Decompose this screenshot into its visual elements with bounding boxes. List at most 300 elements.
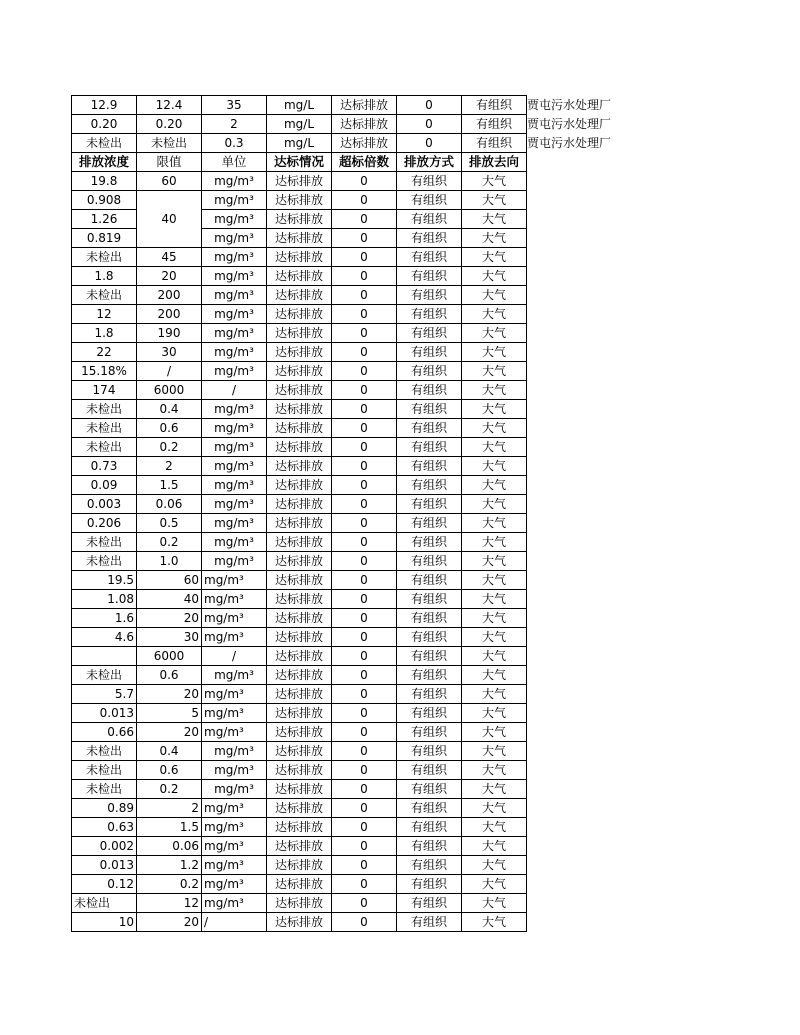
- data-cell[interactable]: 45: [137, 248, 202, 267]
- data-cell[interactable]: /: [202, 913, 267, 932]
- data-cell[interactable]: 0: [332, 818, 397, 837]
- data-cell[interactable]: mg/m³: [202, 761, 267, 780]
- data-cell[interactable]: 4.6: [72, 628, 137, 647]
- column-header[interactable]: 排放方式: [397, 153, 462, 172]
- data-cell[interactable]: 0.2: [137, 533, 202, 552]
- data-cell[interactable]: 0.6: [137, 761, 202, 780]
- data-cell[interactable]: 达标排放: [267, 723, 332, 742]
- data-cell[interactable]: 大气: [462, 647, 527, 666]
- data-cell[interactable]: 0: [332, 799, 397, 818]
- data-cell[interactable]: 0.63: [72, 818, 137, 837]
- data-cell[interactable]: 达标排放: [267, 875, 332, 894]
- data-cell[interactable]: mg/m³: [202, 856, 267, 875]
- data-cell[interactable]: 未检出: [72, 742, 137, 761]
- data-cell[interactable]: 0: [332, 894, 397, 913]
- data-cell[interactable]: mg/m³: [202, 799, 267, 818]
- data-cell[interactable]: 0: [332, 837, 397, 856]
- data-cell[interactable]: 大气: [462, 742, 527, 761]
- data-cell[interactable]: 0.20: [137, 115, 202, 134]
- data-cell[interactable]: 0: [332, 685, 397, 704]
- data-cell[interactable]: 未检出: [72, 780, 137, 799]
- data-cell[interactable]: [137, 191, 202, 210]
- data-cell[interactable]: 19.5: [72, 571, 137, 590]
- data-cell[interactable]: 0: [332, 742, 397, 761]
- data-cell[interactable]: 有组织: [397, 400, 462, 419]
- data-cell[interactable]: 有组织: [397, 324, 462, 343]
- data-cell[interactable]: mg/m³: [202, 476, 267, 495]
- data-cell[interactable]: 大气: [462, 400, 527, 419]
- data-cell[interactable]: 未检出: [72, 134, 137, 153]
- data-cell[interactable]: 大气: [462, 381, 527, 400]
- data-cell[interactable]: 0.06: [137, 495, 202, 514]
- data-cell[interactable]: 1.5: [137, 476, 202, 495]
- data-cell[interactable]: 达标排放: [267, 571, 332, 590]
- data-cell[interactable]: 有组织: [397, 913, 462, 932]
- data-cell[interactable]: 有组织: [397, 191, 462, 210]
- data-cell[interactable]: 未检出: [72, 894, 137, 913]
- data-cell[interactable]: 大气: [462, 457, 527, 476]
- data-cell[interactable]: 大气: [462, 343, 527, 362]
- data-cell[interactable]: 20: [137, 267, 202, 286]
- data-cell[interactable]: mg/m³: [202, 172, 267, 191]
- data-cell[interactable]: 6000: [137, 647, 202, 666]
- data-cell[interactable]: mg/m³: [202, 894, 267, 913]
- data-cell[interactable]: 有组织: [397, 818, 462, 837]
- data-cell[interactable]: mg/m³: [202, 305, 267, 324]
- data-cell[interactable]: 达标排放: [267, 856, 332, 875]
- data-cell[interactable]: 0: [332, 267, 397, 286]
- data-cell[interactable]: 0.4: [137, 400, 202, 419]
- data-cell[interactable]: 190: [137, 324, 202, 343]
- column-header[interactable]: 限值: [137, 153, 202, 172]
- data-cell[interactable]: 有组织: [397, 780, 462, 799]
- data-cell[interactable]: 未检出: [72, 400, 137, 419]
- data-cell[interactable]: 0: [332, 305, 397, 324]
- data-cell[interactable]: 达标排放: [267, 609, 332, 628]
- data-cell[interactable]: 0: [332, 457, 397, 476]
- data-cell[interactable]: mg/m³: [202, 723, 267, 742]
- data-cell[interactable]: 有组织: [397, 267, 462, 286]
- data-cell[interactable]: 达标排放: [267, 476, 332, 495]
- data-cell[interactable]: 0.20: [72, 115, 137, 134]
- data-cell[interactable]: [137, 229, 202, 248]
- data-cell[interactable]: /: [137, 362, 202, 381]
- data-cell[interactable]: 达标排放: [267, 590, 332, 609]
- data-cell[interactable]: mg/m³: [202, 210, 267, 229]
- data-cell[interactable]: 达标排放: [267, 552, 332, 571]
- data-cell[interactable]: 1.2: [137, 856, 202, 875]
- data-cell[interactable]: 0.819: [72, 229, 137, 248]
- data-cell[interactable]: mg/m³: [202, 666, 267, 685]
- data-cell[interactable]: 35: [202, 96, 267, 115]
- data-cell[interactable]: 达标排放: [267, 191, 332, 210]
- data-cell[interactable]: 200: [137, 305, 202, 324]
- data-cell[interactable]: 0: [332, 495, 397, 514]
- data-cell[interactable]: 有组织: [397, 552, 462, 571]
- data-cell[interactable]: 有组织: [397, 305, 462, 324]
- column-header[interactable]: 达标情况: [267, 153, 332, 172]
- data-cell[interactable]: 0.3: [202, 134, 267, 153]
- data-cell[interactable]: 0.206: [72, 514, 137, 533]
- data-cell[interactable]: 0.6: [137, 666, 202, 685]
- data-cell[interactable]: 0.6: [137, 419, 202, 438]
- data-cell[interactable]: 有组织: [397, 457, 462, 476]
- data-cell[interactable]: 0.013: [72, 856, 137, 875]
- data-cell[interactable]: 有组织: [397, 704, 462, 723]
- data-cell[interactable]: 大气: [462, 875, 527, 894]
- data-cell[interactable]: 大气: [462, 210, 527, 229]
- data-cell[interactable]: 大气: [462, 552, 527, 571]
- data-cell[interactable]: 大气: [462, 533, 527, 552]
- data-cell[interactable]: 达标排放: [267, 514, 332, 533]
- data-cell[interactable]: 未检出: [72, 248, 137, 267]
- data-cell[interactable]: 大气: [462, 248, 527, 267]
- data-cell[interactable]: 有组织: [397, 799, 462, 818]
- data-cell[interactable]: 达标排放: [267, 533, 332, 552]
- data-cell[interactable]: 达标排放: [267, 438, 332, 457]
- data-cell[interactable]: 大气: [462, 438, 527, 457]
- data-cell[interactable]: 1.26: [72, 210, 137, 229]
- data-cell[interactable]: 未检出: [72, 533, 137, 552]
- data-cell[interactable]: 有组织: [397, 761, 462, 780]
- data-cell[interactable]: 0: [332, 628, 397, 647]
- destination-cell[interactable]: 贾屯污水处理厂: [527, 98, 612, 112]
- data-cell[interactable]: 有组织: [462, 115, 527, 134]
- data-cell[interactable]: 0: [332, 552, 397, 571]
- data-cell[interactable]: 有组织: [397, 419, 462, 438]
- data-cell[interactable]: 大气: [462, 286, 527, 305]
- data-cell[interactable]: 大气: [462, 856, 527, 875]
- data-cell[interactable]: 0: [332, 191, 397, 210]
- data-cell[interactable]: 达标排放: [267, 742, 332, 761]
- data-cell[interactable]: 有组织: [397, 856, 462, 875]
- data-cell[interactable]: 60: [137, 571, 202, 590]
- data-cell[interactable]: 0: [332, 400, 397, 419]
- data-cell[interactable]: 达标排放: [332, 115, 397, 134]
- data-cell[interactable]: 0: [332, 362, 397, 381]
- data-cell[interactable]: mg/m³: [202, 590, 267, 609]
- data-cell[interactable]: 1.0: [137, 552, 202, 571]
- data-cell[interactable]: 未检出: [72, 761, 137, 780]
- data-cell[interactable]: 有组织: [397, 723, 462, 742]
- data-cell[interactable]: 0.2: [137, 780, 202, 799]
- data-cell[interactable]: mg/m³: [202, 875, 267, 894]
- data-cell[interactable]: 2: [202, 115, 267, 134]
- data-cell[interactable]: 174: [72, 381, 137, 400]
- data-cell[interactable]: 有组织: [397, 438, 462, 457]
- data-cell[interactable]: mg/m³: [202, 343, 267, 362]
- data-cell[interactable]: mg/m³: [202, 571, 267, 590]
- data-cell[interactable]: 15.18%: [72, 362, 137, 381]
- data-cell[interactable]: 有组织: [397, 875, 462, 894]
- data-cell[interactable]: 0.2: [137, 875, 202, 894]
- data-cell[interactable]: mg/L: [267, 96, 332, 115]
- data-cell[interactable]: 0: [332, 476, 397, 495]
- data-cell[interactable]: 5.7: [72, 685, 137, 704]
- data-cell[interactable]: 有组织: [397, 248, 462, 267]
- data-cell[interactable]: 0: [332, 419, 397, 438]
- data-cell[interactable]: mg/m³: [202, 191, 267, 210]
- data-cell[interactable]: 大气: [462, 172, 527, 191]
- data-cell[interactable]: 大气: [462, 894, 527, 913]
- data-cell[interactable]: 0.66: [72, 723, 137, 742]
- data-cell[interactable]: 未检出: [72, 286, 137, 305]
- data-cell[interactable]: 0.013: [72, 704, 137, 723]
- data-cell[interactable]: mg/m³: [202, 628, 267, 647]
- data-cell[interactable]: 达标排放: [267, 172, 332, 191]
- data-cell[interactable]: 大气: [462, 267, 527, 286]
- data-cell[interactable]: 0: [332, 875, 397, 894]
- data-cell[interactable]: 大气: [462, 837, 527, 856]
- data-cell[interactable]: 大气: [462, 704, 527, 723]
- data-cell[interactable]: 有组织: [397, 628, 462, 647]
- data-cell[interactable]: 0.2: [137, 438, 202, 457]
- data-cell[interactable]: 12.9: [72, 96, 137, 115]
- data-cell[interactable]: 达标排放: [267, 286, 332, 305]
- data-cell[interactable]: mg/m³: [202, 837, 267, 856]
- data-cell[interactable]: 大气: [462, 913, 527, 932]
- data-cell[interactable]: [72, 647, 137, 666]
- data-cell[interactable]: 有组织: [397, 210, 462, 229]
- data-cell[interactable]: 大气: [462, 666, 527, 685]
- data-cell[interactable]: 达标排放: [267, 799, 332, 818]
- data-cell[interactable]: 大气: [462, 609, 527, 628]
- data-cell[interactable]: 大气: [462, 362, 527, 381]
- data-cell[interactable]: mg/m³: [202, 457, 267, 476]
- data-cell[interactable]: 有组织: [397, 229, 462, 248]
- data-cell[interactable]: mg/m³: [202, 514, 267, 533]
- data-cell[interactable]: 20: [137, 723, 202, 742]
- data-cell[interactable]: 0: [332, 514, 397, 533]
- data-cell[interactable]: 未检出: [72, 438, 137, 457]
- data-cell[interactable]: 达标排放: [267, 419, 332, 438]
- data-cell[interactable]: mg/m³: [202, 248, 267, 267]
- data-cell[interactable]: 达标排放: [267, 457, 332, 476]
- data-cell[interactable]: 大气: [462, 761, 527, 780]
- data-cell[interactable]: 0: [332, 780, 397, 799]
- data-cell[interactable]: 0: [332, 590, 397, 609]
- data-cell[interactable]: 1.6: [72, 609, 137, 628]
- data-cell[interactable]: 达标排放: [267, 400, 332, 419]
- data-cell[interactable]: mg/m³: [202, 742, 267, 761]
- data-cell[interactable]: 大气: [462, 476, 527, 495]
- data-cell[interactable]: 0: [397, 134, 462, 153]
- data-cell[interactable]: 大气: [462, 305, 527, 324]
- data-cell[interactable]: 0.4: [137, 742, 202, 761]
- data-cell[interactable]: 0: [332, 856, 397, 875]
- column-header[interactable]: 超标倍数: [332, 153, 397, 172]
- data-cell[interactable]: mg/m³: [202, 438, 267, 457]
- data-cell[interactable]: 60: [137, 172, 202, 191]
- data-cell[interactable]: mg/L: [267, 115, 332, 134]
- data-cell[interactable]: 0: [332, 210, 397, 229]
- data-cell[interactable]: mg/m³: [202, 362, 267, 381]
- data-cell[interactable]: 达标排放: [267, 305, 332, 324]
- data-cell[interactable]: 1.5: [137, 818, 202, 837]
- data-cell[interactable]: 1.8: [72, 267, 137, 286]
- data-cell[interactable]: /: [202, 647, 267, 666]
- data-cell[interactable]: mg/L: [267, 134, 332, 153]
- data-cell[interactable]: 达标排放: [267, 647, 332, 666]
- data-cell[interactable]: 0.73: [72, 457, 137, 476]
- data-cell[interactable]: 达标排放: [267, 381, 332, 400]
- data-cell[interactable]: mg/m³: [202, 533, 267, 552]
- data-cell[interactable]: mg/m³: [202, 552, 267, 571]
- data-cell[interactable]: 0: [332, 761, 397, 780]
- data-cell[interactable]: 有组织: [397, 685, 462, 704]
- data-cell[interactable]: 22: [72, 343, 137, 362]
- data-cell[interactable]: mg/m³: [202, 685, 267, 704]
- data-cell[interactable]: mg/m³: [202, 267, 267, 286]
- data-cell[interactable]: 有组织: [397, 571, 462, 590]
- data-cell[interactable]: 有组织: [397, 514, 462, 533]
- data-cell[interactable]: 10: [72, 913, 137, 932]
- column-header[interactable]: 排放去向: [462, 153, 527, 172]
- data-cell[interactable]: 1.08: [72, 590, 137, 609]
- data-cell[interactable]: 大气: [462, 723, 527, 742]
- data-cell[interactable]: 0: [332, 609, 397, 628]
- data-cell[interactable]: /: [202, 381, 267, 400]
- data-cell[interactable]: 200: [137, 286, 202, 305]
- data-cell[interactable]: 20: [137, 685, 202, 704]
- data-cell[interactable]: 0: [332, 704, 397, 723]
- column-header[interactable]: 单位: [202, 153, 267, 172]
- data-cell[interactable]: 30: [137, 628, 202, 647]
- data-cell[interactable]: 2: [137, 457, 202, 476]
- data-cell[interactable]: 2: [137, 799, 202, 818]
- data-cell[interactable]: 20: [137, 913, 202, 932]
- destination-cell[interactable]: 贾屯污水处理厂: [527, 136, 612, 150]
- data-cell[interactable]: 达标排放: [267, 894, 332, 913]
- data-cell[interactable]: 未检出: [72, 552, 137, 571]
- data-cell[interactable]: 0.003: [72, 495, 137, 514]
- data-cell[interactable]: 达标排放: [267, 761, 332, 780]
- data-cell[interactable]: 大气: [462, 571, 527, 590]
- data-cell[interactable]: 大气: [462, 628, 527, 647]
- data-cell[interactable]: mg/m³: [202, 286, 267, 305]
- data-cell[interactable]: 有组织: [397, 476, 462, 495]
- data-cell[interactable]: 大气: [462, 419, 527, 438]
- data-cell[interactable]: 大气: [462, 590, 527, 609]
- data-cell[interactable]: 0: [332, 533, 397, 552]
- data-cell[interactable]: 大气: [462, 799, 527, 818]
- data-cell[interactable]: 达标排放: [267, 704, 332, 723]
- data-cell[interactable]: 有组织: [397, 362, 462, 381]
- data-cell[interactable]: 0: [332, 571, 397, 590]
- data-cell[interactable]: 0: [332, 666, 397, 685]
- data-cell[interactable]: 未检出: [72, 666, 137, 685]
- data-cell[interactable]: 20: [137, 609, 202, 628]
- data-cell[interactable]: 12: [72, 305, 137, 324]
- data-cell[interactable]: 达标排放: [267, 666, 332, 685]
- data-cell[interactable]: 有组织: [462, 96, 527, 115]
- data-cell[interactable]: mg/m³: [202, 419, 267, 438]
- data-cell[interactable]: 0: [332, 723, 397, 742]
- data-cell[interactable]: 达标排放: [267, 248, 332, 267]
- data-cell[interactable]: 大气: [462, 191, 527, 210]
- data-cell[interactable]: mg/m³: [202, 609, 267, 628]
- data-cell[interactable]: 0.908: [72, 191, 137, 210]
- data-cell[interactable]: 大气: [462, 229, 527, 248]
- data-cell[interactable]: 有组织: [397, 343, 462, 362]
- data-cell[interactable]: 达标排放: [267, 818, 332, 837]
- data-cell[interactable]: 0: [332, 343, 397, 362]
- data-cell[interactable]: 有组织: [397, 609, 462, 628]
- data-cell[interactable]: 有组织: [397, 533, 462, 552]
- data-cell[interactable]: 0.002: [72, 837, 137, 856]
- data-cell[interactable]: 未检出: [72, 419, 137, 438]
- data-cell[interactable]: 有组织: [397, 894, 462, 913]
- data-cell[interactable]: 40: [137, 590, 202, 609]
- data-cell[interactable]: 有组织: [397, 590, 462, 609]
- data-cell[interactable]: 5: [137, 704, 202, 723]
- data-cell[interactable]: 达标排放: [267, 362, 332, 381]
- data-cell[interactable]: 达标排放: [267, 837, 332, 856]
- data-cell[interactable]: 达标排放: [267, 267, 332, 286]
- data-cell[interactable]: 大气: [462, 818, 527, 837]
- data-cell[interactable]: 有组织: [397, 666, 462, 685]
- data-cell[interactable]: 0: [332, 647, 397, 666]
- data-cell[interactable]: 0: [332, 229, 397, 248]
- data-cell[interactable]: 达标排放: [267, 780, 332, 799]
- data-cell[interactable]: 达标排放: [267, 628, 332, 647]
- data-cell[interactable]: 0: [397, 115, 462, 134]
- data-cell[interactable]: 有组织: [397, 495, 462, 514]
- data-cell[interactable]: 0.12: [72, 875, 137, 894]
- data-cell[interactable]: 0: [332, 172, 397, 191]
- data-cell[interactable]: 6000: [137, 381, 202, 400]
- data-cell[interactable]: 0: [332, 286, 397, 305]
- data-cell[interactable]: 未检出: [137, 134, 202, 153]
- data-cell[interactable]: 达标排放: [267, 229, 332, 248]
- data-cell[interactable]: 0.06: [137, 837, 202, 856]
- data-cell[interactable]: 0.09: [72, 476, 137, 495]
- data-cell[interactable]: 有组织: [397, 381, 462, 400]
- data-cell[interactable]: 0: [332, 248, 397, 267]
- data-cell[interactable]: 0: [332, 913, 397, 932]
- data-cell[interactable]: 有组织: [397, 172, 462, 191]
- data-cell[interactable]: mg/m³: [202, 324, 267, 343]
- data-cell[interactable]: 大气: [462, 780, 527, 799]
- data-cell[interactable]: 达标排放: [267, 324, 332, 343]
- data-cell[interactable]: 有组织: [462, 134, 527, 153]
- data-cell[interactable]: 1.8: [72, 324, 137, 343]
- data-cell[interactable]: 大气: [462, 514, 527, 533]
- data-cell[interactable]: 有组织: [397, 742, 462, 761]
- data-cell[interactable]: 有组织: [397, 286, 462, 305]
- data-cell[interactable]: 大气: [462, 685, 527, 704]
- data-cell[interactable]: mg/m³: [202, 818, 267, 837]
- data-cell[interactable]: 大气: [462, 495, 527, 514]
- data-cell[interactable]: 30: [137, 343, 202, 362]
- data-cell[interactable]: 0: [332, 381, 397, 400]
- data-cell[interactable]: 达标排放: [267, 210, 332, 229]
- data-cell[interactable]: 0.5: [137, 514, 202, 533]
- data-cell[interactable]: 有组织: [397, 647, 462, 666]
- data-cell[interactable]: 达标排放: [332, 96, 397, 115]
- data-cell[interactable]: mg/m³: [202, 495, 267, 514]
- data-cell[interactable]: mg/m³: [202, 229, 267, 248]
- data-cell[interactable]: 达标排放: [267, 495, 332, 514]
- data-cell[interactable]: 大气: [462, 324, 527, 343]
- column-header[interactable]: 排放浓度: [72, 153, 137, 172]
- data-cell[interactable]: 达标排放: [332, 134, 397, 153]
- data-cell[interactable]: 12.4: [137, 96, 202, 115]
- data-cell[interactable]: 有组织: [397, 837, 462, 856]
- data-cell[interactable]: 达标排放: [267, 913, 332, 932]
- data-cell[interactable]: 0: [332, 324, 397, 343]
- data-cell[interactable]: 达标排放: [267, 685, 332, 704]
